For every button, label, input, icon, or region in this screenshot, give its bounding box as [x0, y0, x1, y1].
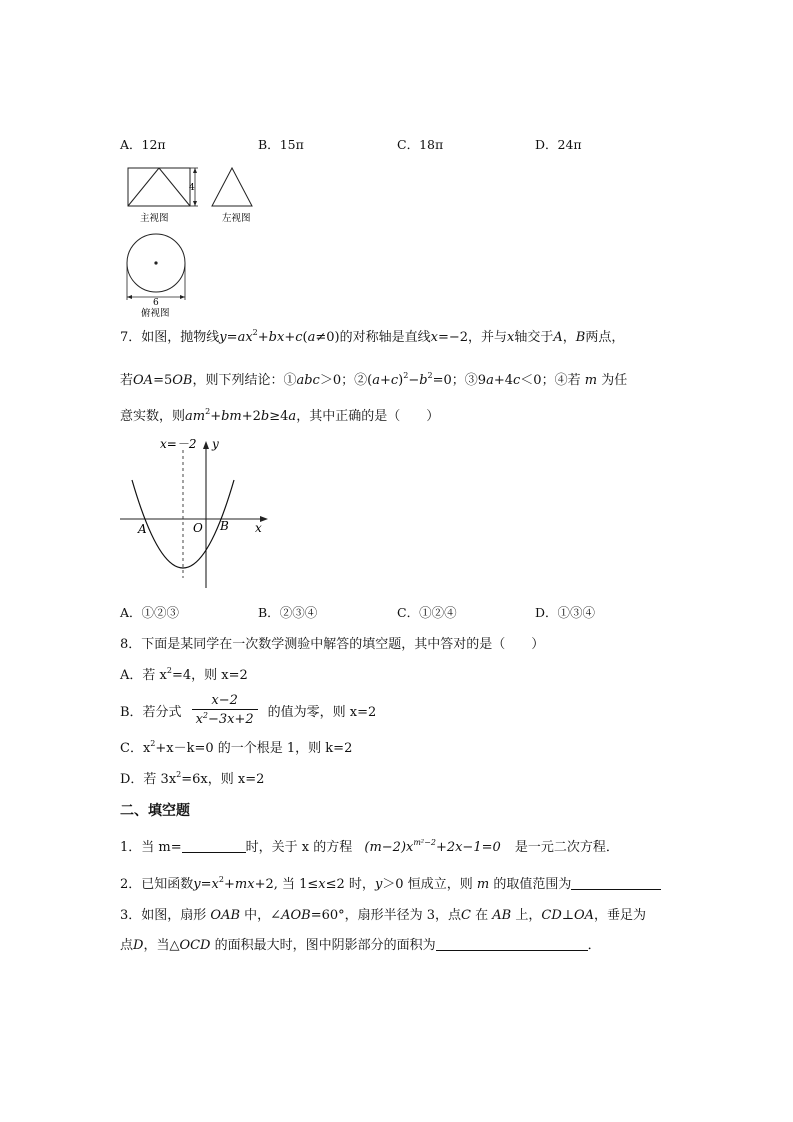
q8-option-c: C．$x^2+x-k=0$ 的一个根是 1，则 k=2 — [120, 739, 353, 756]
origin-label: O — [193, 521, 203, 535]
top-view — [127, 234, 185, 300]
fill-q1: 1．当 m= 时，关于 x 的方程 $(m-2)x^{m^2-2}+2x-1=0$ 是一元二次方程． — [120, 838, 619, 855]
front-view-caption: 主视图 — [140, 213, 169, 224]
fill-q2: 2．已知函数$y=x^2+mx+2$, 当 1≤x≤2 时，y＞0 恒成立，则 m 的取值范围为 — [120, 873, 661, 892]
fraction-expression: $\frac{x-2}{x^2-3x+2}$ — [192, 693, 258, 727]
y-axis-label: y — [212, 437, 219, 451]
top-view-caption: 俯视图 — [141, 308, 170, 318]
point-a-label: A — [138, 522, 147, 536]
x-axis-label: x — [255, 521, 262, 535]
side-view-caption: 左视图 — [222, 213, 251, 224]
height-label: 4 — [189, 183, 195, 193]
q8-option-a: A．若 $x^2=4$，则 x=2 — [120, 666, 248, 683]
q6-option-b: B．15π — [258, 137, 304, 152]
q7-option-a: A．①②③ — [120, 605, 180, 620]
q7-line-3: 意实数，则$am^2+bm+2b\ge 4a$，其中正确的是（ ） — [120, 407, 440, 424]
answer-blank-1[interactable] — [182, 840, 246, 853]
q6-option-a: A．12π — [120, 137, 166, 152]
three-views-figure — [118, 160, 278, 318]
answer-blank-2[interactable] — [571, 877, 661, 890]
answer-blank-3[interactable] — [436, 938, 588, 951]
point-b-label: B — [220, 519, 229, 533]
q7-line-1: 7．如图，抛物线$y=ax^2+bx+c(a\ne 0)$的对称轴是直线x=−2，并与x轴交于A，B两点， — [120, 328, 625, 345]
q8-stem: 8．下面是某同学在一次数学测验中解答的填空题，其中答对的是（ ） — [120, 637, 545, 652]
symmetry-line-label: x=－2 — [160, 437, 197, 451]
fill-q3-line-1: 3．如图，扇形 OAB 中，∠AOB=60°，扇形半径为 3，点C 在 AB 上，CD⊥OA，垂足为 — [120, 908, 647, 923]
q6-option-c: C．18π — [397, 137, 444, 152]
fill-q3-line-2: 点D，当△OCD 的面积最大时，图中阴影部分的面积为 ． — [120, 938, 601, 953]
q6-option-d: D．24π — [535, 137, 582, 152]
parabola-graph — [118, 432, 278, 592]
diameter-label: 6 — [153, 298, 159, 308]
q7-option-b: B．②③④ — [258, 605, 318, 620]
front-view — [128, 168, 198, 206]
q8-option-b: B．若分式 $\frac{x-2}{x^2-3x+2}$ 的值为零，则 x=2 — [120, 693, 377, 727]
q7-option-d: D．①③④ — [535, 605, 596, 620]
section-heading: 二、填空题 — [120, 803, 190, 819]
y-axis-arrow-icon — [203, 441, 209, 449]
q7-option-c: C．①②④ — [397, 605, 457, 620]
q8-option-d: D．若 $3x^2=6x$，则 x=2 — [120, 770, 265, 787]
q7-line-2: 若OA=5OB，则下列结论：①abc＞0；$②(a+c)^2-b^2=0$；③9a+4c＜0；④若 m 为任 — [120, 371, 628, 388]
side-view — [212, 168, 252, 206]
